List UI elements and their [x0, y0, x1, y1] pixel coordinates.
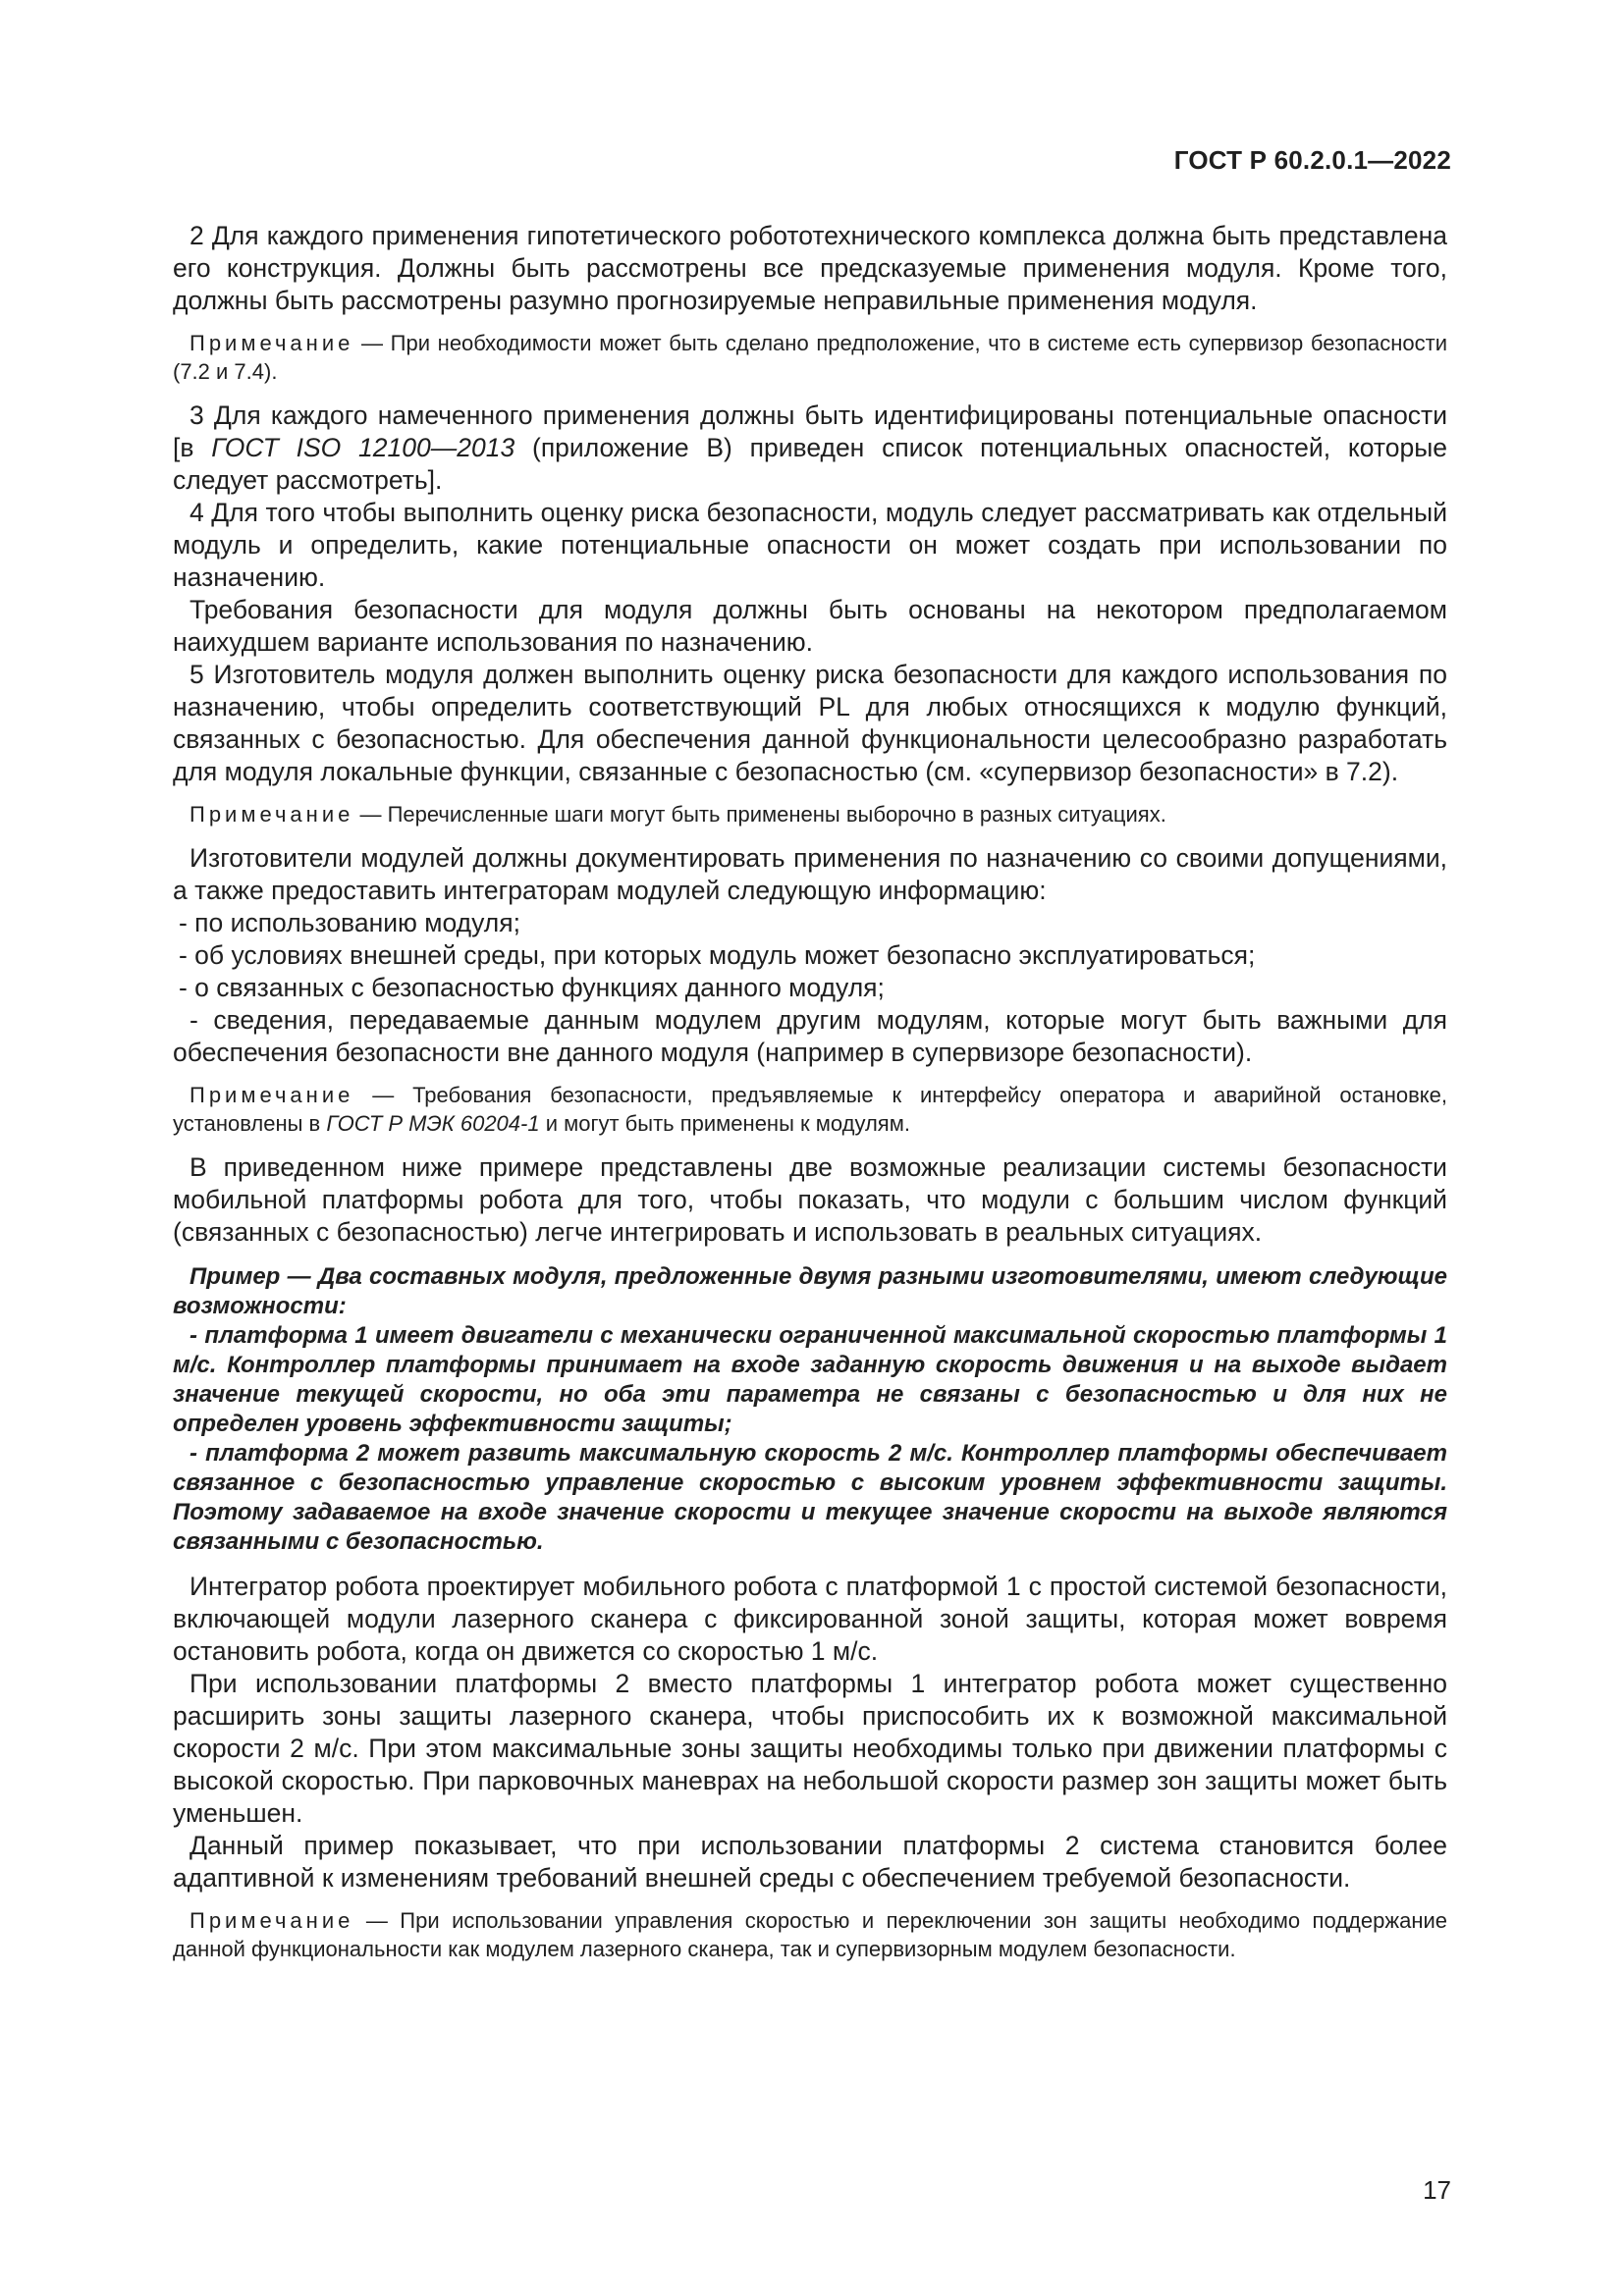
- paragraph-step-4: 4 Для того чтобы выполнить оценку риска безопасности, модуль следует рассматривать как отдельный модуль и определить, какие потенциальные опасности он может создать при использовании по назначению.: [173, 498, 1447, 592]
- paragraph-conclusion: Данный пример показывает, что при использовании платформы 2 система становится более адаптивной к изменениям требований внешней среды с обеспечением требуемой безопасности.: [173, 1831, 1447, 1893]
- standard-reference: ГОСТ ISO 12100—2013: [211, 433, 515, 462]
- note-2: [173, 800, 1447, 828]
- standard-reference: ГОСТ Р МЭК 60204-1: [326, 1111, 540, 1136]
- list-item: - об условиях внешней среды, при которых модуль может безопасно эксплуатироваться;: [179, 940, 1256, 970]
- note-text: — При использовании управления скоростью и переключении зон защиты необходимо поддержание данной функциональности как модулем лазерного сканера, так и супервизорным модулем безопасности.: [173, 1908, 1447, 1961]
- note-text: — Перечисленные шаги могут быть применены выборочно в разных ситуациях.: [353, 802, 1166, 827]
- note-label: Примечание: [189, 802, 354, 827]
- note-label: Примечание: [189, 331, 354, 355]
- paragraph-platform-2: При использовании платформы 2 вместо платформы 1 интегратор робота может существенно расширить зоны защиты лазерного сканера, чтобы приспособить их к возможной максимальной скорости 2 м/с. При этом максимальные зоны защиты необходимы только при движении платформы с высокой скоростью. При парковочных маневрах на небольшой скорости размер зон защиты может быть уменьшен.: [173, 1669, 1447, 1828]
- page-content: [173, 220, 1447, 1977]
- document-designation: ГОСТ Р 60.2.0.1—2022: [1173, 145, 1451, 175]
- paragraph-manufacturers: Изготовители модулей должны документировать применения по назначению со своими допущениями, а также предоставить интеграторам модулей следующую информацию:: [173, 843, 1447, 905]
- list-item: - сведения, передаваемые данным модулем другим модулям, которые могут быть важными для обеспечения безопасности вне данного модуля (например в супервизоре безопасности).: [173, 1005, 1447, 1067]
- note-text: — При необходимости может быть сделано предположение, что в системе есть супервизор безопасности (7.2 и 7.4).: [173, 331, 1447, 384]
- note-label: Примечание: [189, 1908, 354, 1933]
- note-1: [173, 329, 1447, 386]
- paragraph-step-5: 5 Изготовитель модуля должен выполнить оценку риска безопасности для каждого использования по назначению, чтобы определить соответствующий PL для любых относящихся к модулю функций, связанных с безопасностью. Для обеспечения данной функциональности целесообразно разработать для модуля локальные функции, связанные с безопасностью (см. «супервизор безопасности» в 7.2).: [173, 660, 1447, 786]
- note-3: Примечание — Требования безопасности, предъявляемые к интерфейсу оператора и аварийной остановке, установлены в ГОСТ Р МЭК 60204-1 и могут быть применены к модулям.: [173, 1083, 1447, 1136]
- paragraph-step-2: 2 Для каждого применения гипотетического робототехнического комплекса должна быть представлена его конструкция. Должны быть рассмотрены все предсказуемые применения модуля. Кроме того, должны быть рассмотрены разумно прогнозируемые неправильные применения модуля.: [173, 221, 1447, 315]
- paragraph-step-4-requirements: Требования безопасности для модуля должны быть основаны на некотором предполагаемом наихудшем варианте использования по назначению.: [173, 595, 1447, 657]
- note-4: [173, 1906, 1447, 1963]
- list-item: - о связанных с безопасностью функциях данного модуля;: [179, 973, 885, 1002]
- page-number: 17: [1423, 2175, 1451, 2205]
- example-heading: Пример — Два составных модуля, предложенные двумя разными изготовителями, имеют следующие возможности:: [173, 1263, 1447, 1319]
- paragraph-example-intro: В приведенном ниже примере представлены две возможные реализации системы безопасности мобильной платформы робота для того, чтобы показать, что модули с большим числом функций (связанных с безопасностью) легче интегрировать и использовать в реальных ситуациях.: [173, 1152, 1447, 1247]
- example-platform-1: - платформа 1 имеет двигатели с механически ограниченной максимальной скоростью платформы 1 м/с. Контроллер платформы принимает на входе заданную скорость движения и на выходе выдает значение текущей скорости, но оба эти параметра не связаны с безопасностью и для них не определен уровень эффективности защиты;: [173, 1322, 1447, 1437]
- paragraph-step-3: 3 Для каждого намеченного применения должны быть идентифицированы потенциальные опасности [в ГОСТ ISO 12100—2013 (приложение В) приведен список потенциальных опасностей, которые следует рассмотреть].: [173, 400, 1447, 495]
- note-label: Примечание: [189, 1083, 354, 1107]
- paragraph-integrator: Интегратор робота проектирует мобильного робота с платформой 1 с простой системой безопасности, включающей модули лазерного сканера с фиксированной зоной защиты, которая может вовремя остановить робота, когда он движется со скоростью 1 м/с.: [173, 1572, 1447, 1666]
- example-platform-2: - платформа 2 может развить максимальную скорость 2 м/с. Контроллер платформы обеспечивает связанное с безопасностью управление скоростью с высоким уровнем эффективности защиты. Поэтому задаваемое на входе значение скорости и текущее значение скорости на выходе являются связанными с безопасностью.: [173, 1440, 1447, 1555]
- list-item: - по использованию модуля;: [179, 908, 520, 937]
